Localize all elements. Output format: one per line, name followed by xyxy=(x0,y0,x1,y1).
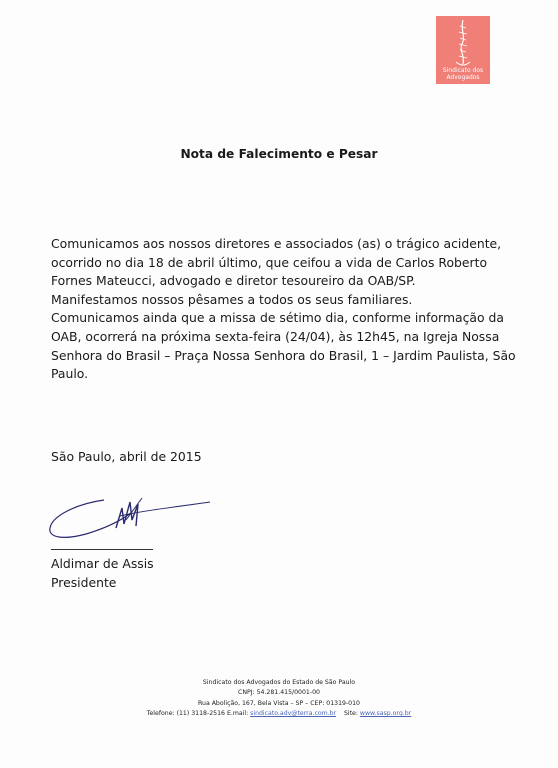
footer-org: Sindicato dos Advogados do Estado de São Paulo xyxy=(202,679,356,686)
phone-label: Telefone: xyxy=(146,710,175,718)
handwritten-signature xyxy=(46,490,216,546)
logo-line1: Sindicato dos xyxy=(442,67,484,74)
union-logo xyxy=(436,16,490,84)
body-line: OAB, ocorrerá na próxima sexta-feira (24/04), às 12h45, na Igreja Nossa xyxy=(51,328,500,344)
body-line: Senhora do Brasil – Praça Nossa Senhora do Brasil, 1 – Jardim Paulista, São xyxy=(51,347,516,363)
document-title: Nota de Falecimento e Pesar xyxy=(180,147,378,161)
email-link[interactable]: sindicato.adv@terra.com.br xyxy=(250,710,337,718)
body-line: Fornes Mateucci, advogado e diretor tesoureiro da OAB/SP. xyxy=(51,273,416,289)
phone-number: (11) 3118-2516 xyxy=(176,710,225,718)
footer-cnpj: CNPJ: 54.281.415/0001-00 xyxy=(238,689,320,697)
site-link[interactable]: www.sasp.org.br xyxy=(359,710,412,718)
logo-line2: Advogados xyxy=(446,74,480,81)
body-line: Comunicamos ainda que a missa de sétimo dia, conforme informação da xyxy=(51,310,504,326)
body-line: Paulo. xyxy=(51,366,89,382)
signer-role: Presidente xyxy=(51,575,117,590)
site-label: Site: xyxy=(343,710,358,718)
letterhead-footer xyxy=(0,678,558,720)
body-line: Comunicamos aos nossos diretores e associados (as) o trágico acidente, xyxy=(51,236,502,251)
footer-address: Rua Abolição, 167, Bela Vista – SP – CEP: 01319-010 xyxy=(198,699,360,707)
body-line: ocorrido no dia 18 de abril último, que ceifou a vida de Carlos Roberto xyxy=(51,254,488,270)
footer-contact xyxy=(0,709,558,719)
signer-name: Aldimar de Assis xyxy=(51,556,154,571)
announcement-body xyxy=(51,235,521,384)
signature-line xyxy=(51,549,153,550)
body-line: Manifestamos nossos pêsames a todos os seus familiares. xyxy=(51,291,413,307)
place-date: São Paulo, abril de 2015 xyxy=(51,449,202,464)
email-label: E.mail: xyxy=(226,710,249,718)
